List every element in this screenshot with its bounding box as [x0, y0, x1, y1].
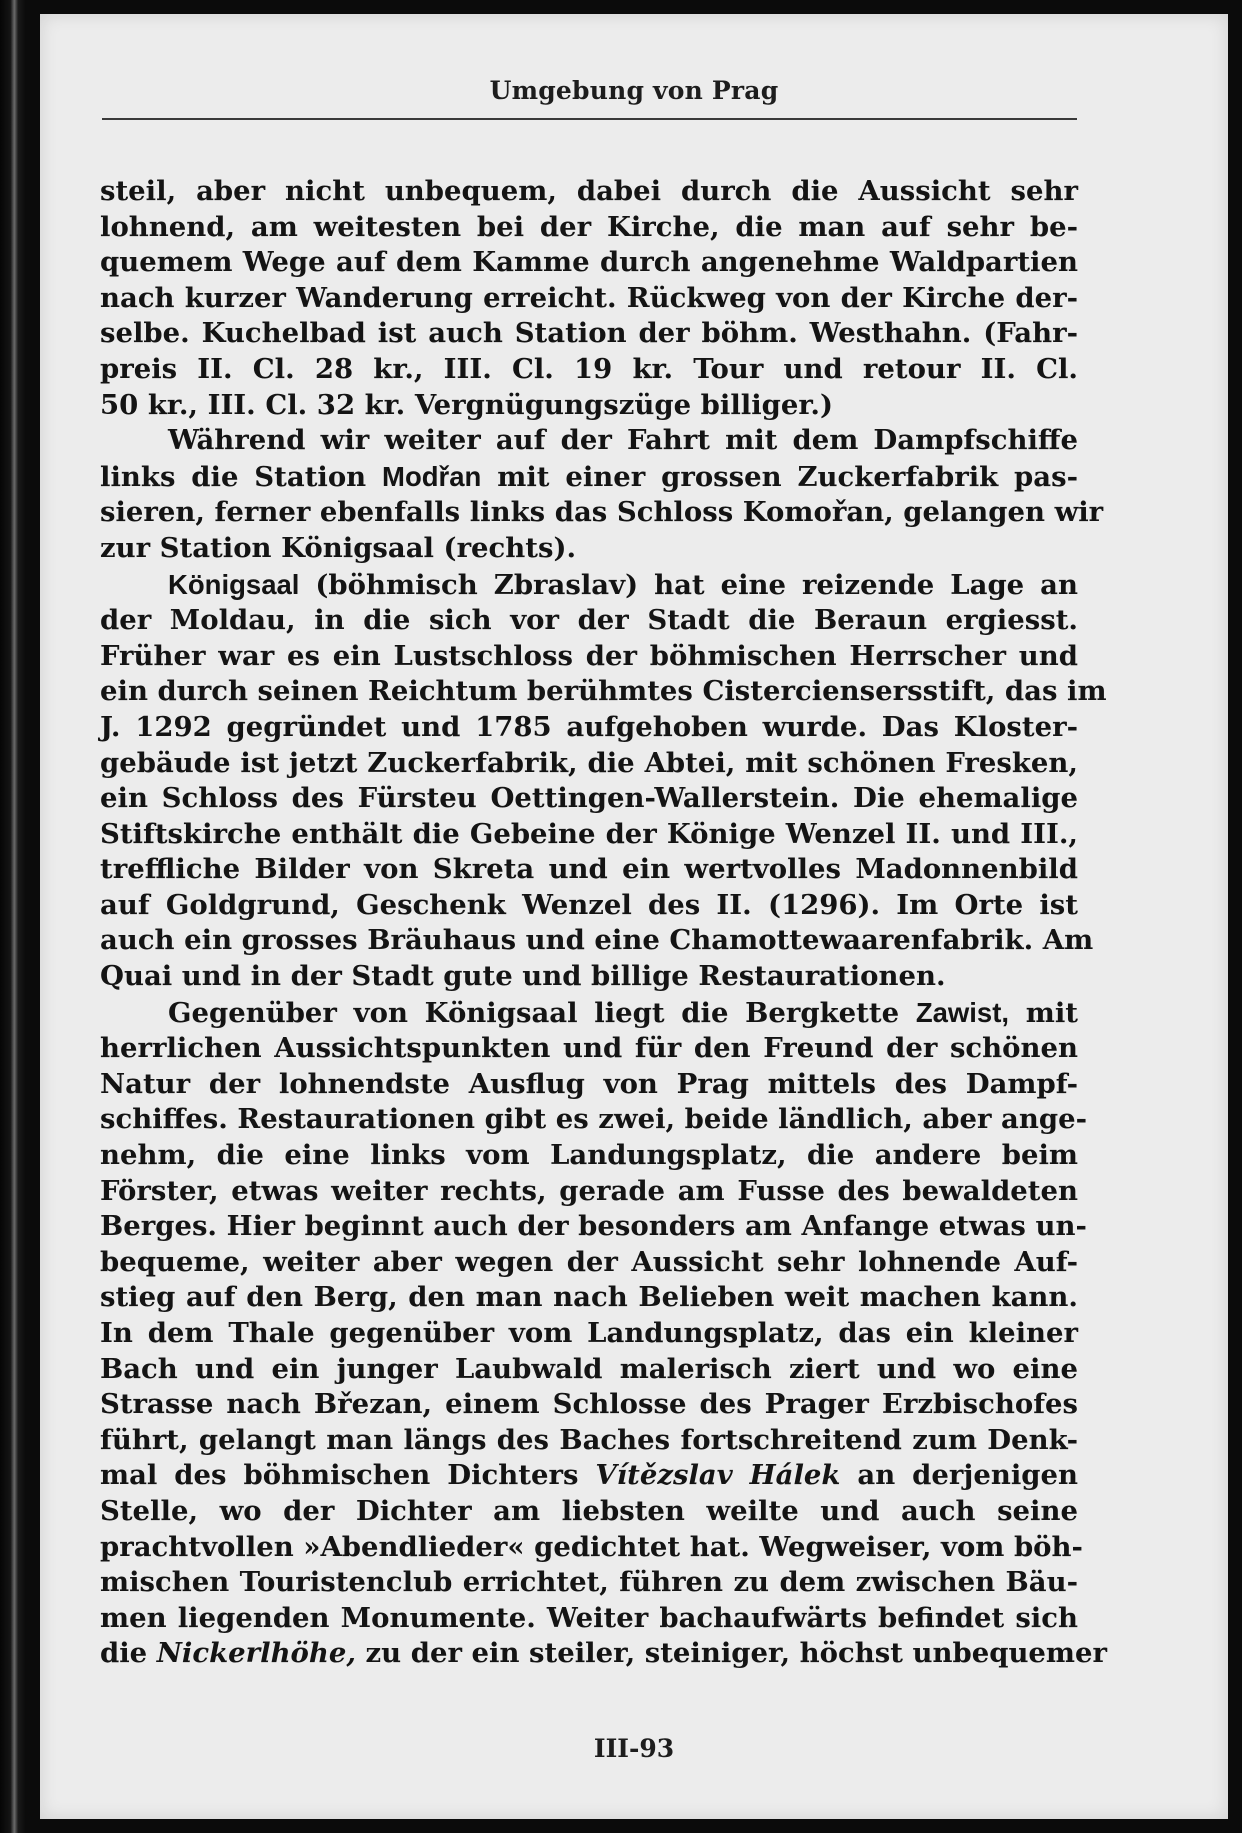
text-segment: mit einer grossen Zuckerfabrik pas-: [497, 460, 1078, 493]
place-name-zawist: Zawist,: [915, 996, 1010, 1028]
place-name-koenigsaal: Königsaal: [168, 568, 300, 600]
text-segment: (böhmisch Zbraslav) hat eine reizende Lage an: [315, 568, 1078, 601]
text-line: prachtvollen »Abendlieder« gedichtet hat. Wegweiser, vom böh-: [100, 1530, 1083, 1563]
text-line: sieren, ferner ebenfalls links das Schloss Komořan, gelangen wir: [100, 496, 1104, 529]
text-line: steil, aber nicht unbequem, dabei durch die Aussicht sehr: [100, 175, 1078, 207]
text-line: [100, 459, 1078, 496]
text-line: [100, 1458, 1078, 1494]
place-name-modran: Modřan: [382, 460, 482, 492]
text-line: auch ein grosses Bräuhaus und eine Chamottewaarenfabrik. Am: [100, 924, 1094, 957]
text-line: [100, 567, 1078, 604]
text-line: In dem Thale gegenüber vom Landungsplatz, das ein kleiner: [100, 1317, 1078, 1349]
book-page: [40, 14, 1228, 1819]
text-line: Quai und in der Stadt gute und billige Restaurationen.: [100, 960, 946, 993]
text-line: zur Station Königsaal (rechts).: [100, 531, 577, 564]
text-segment: mit: [1025, 996, 1078, 1029]
paragraph-3: [100, 567, 1107, 995]
poet-name: Vítězslav Hálek: [595, 1459, 841, 1492]
text-line: 50 kr., III. Cl. 32 kr. Vergnügungszüge billiger.): [100, 388, 833, 421]
text-segment: an derjenigen: [857, 1459, 1078, 1492]
text-line: J. 1292 gegründet und 1785 aufgehoben wurde. Das Kloster-: [100, 710, 1078, 743]
text-line: ein durch seinen Reichtum berühmtes Cisterciensersstift, das im: [100, 675, 1107, 708]
text-segment: links die Station: [100, 460, 367, 493]
running-header: Umgebung von Prag: [489, 76, 779, 105]
text-line: mischen Touristenclub errichtet, führen zu dem zwischen Bäu-: [100, 1566, 1078, 1599]
text-line: Stiftskirche enthält die Gebeine der Könige Wenzel II. und III.,: [100, 817, 1078, 850]
text-line: Förster, etwas weiter rechts, gerade am Fusse des bewaldeten: [100, 1174, 1078, 1207]
text-segment: die: [100, 1637, 148, 1670]
text-line: gebäude ist jetzt Zuckerfabrik, die Abtei, mit schönen Fresken,: [100, 746, 1078, 779]
text-line: führt, gelangt man längs des Baches fortschreitend zum Denk-: [100, 1423, 1078, 1456]
paragraph-4: [100, 995, 1108, 1672]
text-line: ein Schloss des Fürsteu Oettingen-Wallerstein. Die ehemalige: [100, 782, 1078, 815]
text-line: Früher war es ein Lustschloss der böhmischen Herrscher und: [100, 639, 1078, 672]
text-line: der Moldau, in die sich vor der Stadt die Beraun ergiesst.: [100, 604, 1078, 637]
text-line: schiffes. Restaurationen gibt es zwei, beide ländlich, aber ange-: [100, 1103, 1087, 1136]
page-body: [100, 174, 1108, 1672]
text-line: preis II. Cl. 28 kr., III. Cl. 19 kr. Tour und retour II. Cl.: [100, 352, 1078, 385]
text-line: Berges. Hier beginnt auch der besonders am Anfange etwas un-: [100, 1210, 1087, 1243]
page-number: III-93: [593, 1734, 675, 1763]
text-line: nehm, die eine links vom Landungsplatz, die andere beim: [100, 1139, 1078, 1172]
text-line: stieg auf den Berg, den man nach Belieben weit machen kann.: [100, 1281, 1078, 1314]
text-line: lohnend, am weitesten bei der Kirche, die man auf sehr be-: [100, 210, 1078, 243]
text-line: herrlichen Aussichtspunkten und für den Freund der schönen: [100, 1032, 1078, 1065]
text-segment: Gegenüber von Königsaal liegt die Bergkette: [168, 996, 900, 1029]
text-line: Bach und ein junger Laubwald malerisch ziert und wo eine: [100, 1352, 1078, 1385]
text-line: [100, 1636, 1108, 1672]
paragraph-2: [100, 423, 1104, 566]
text-line: Strasse nach Březan, einem Schlosse des Prager Erzbischofes: [100, 1388, 1078, 1421]
text-segment: zu der ein steiler, steiniger, höchst unbequemer: [365, 1637, 1108, 1670]
text-line: nach kurzer Wanderung erreicht. Rückweg von der Kirche der-: [100, 281, 1078, 314]
text-line: treffliche Bilder von Skreta und ein wertvolles Madonnenbild: [100, 853, 1078, 886]
text-line: Natur der lohnendste Ausflug von Prag mittels des Dampf-: [100, 1067, 1078, 1100]
text-line: quemem Wege auf dem Kamme durch angenehme Waldpartien: [100, 246, 1078, 279]
text-line: bequeme, weiter aber wegen der Aussicht sehr lohnende Auf-: [100, 1245, 1078, 1278]
book-spine-edge: [0, 0, 26, 1833]
place-name-nickerlhoehe: Nickerlhöhe,: [156, 1637, 356, 1670]
text-line: Während wir weiter auf der Fahrt mit dem Dampfschiffe: [168, 424, 1078, 457]
text-segment: mal des böhmischen Dichters: [100, 1459, 579, 1492]
header-rule: [102, 118, 1077, 120]
text-line: selbe. Kuchelbad ist auch Station der böhm. Westhahn. (Fahr-: [100, 317, 1078, 350]
text-line: [100, 995, 1078, 1032]
text-line: men liegenden Monumente. Weiter bachaufwärts befindet sich: [100, 1601, 1078, 1634]
paragraph-1: [100, 174, 1078, 423]
text-line: Stelle, wo der Dichter am liebsten weilte und auch seine: [100, 1494, 1078, 1527]
text-line: auf Goldgrund, Geschenk Wenzel des II. (1296). Im Orte ist: [100, 888, 1078, 921]
